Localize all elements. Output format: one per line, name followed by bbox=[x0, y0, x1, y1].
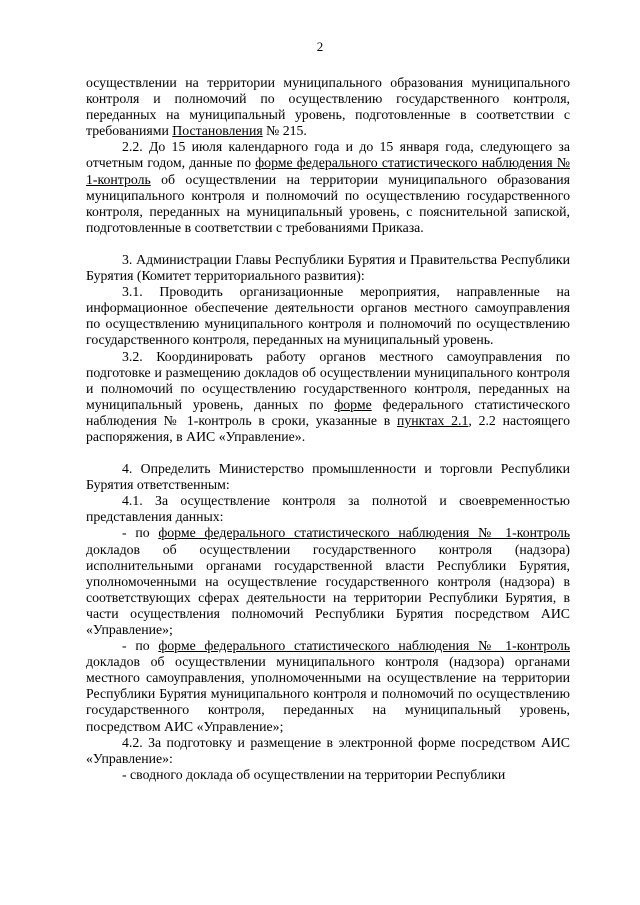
paragraph-4: 4. Определить Министерство промышленности и торговли Республики Бурятия ответственным: bbox=[86, 461, 570, 493]
text-run: докладов об осуществлении муниципального контроля (надзора) органами местного самоуправления, уполномоченными на осуществление на территории Республики Бурятия муниципального контроля и полномочий по осуществлению государственного контроля, переданных на муниципальный уровень, посредством АИС «Управление»; bbox=[86, 654, 570, 734]
text-run: 3.2. Координировать работу органов местного самоуправления по подготовке и размещению докладов об осуществлении муниципального контроля и полномочий по осуществлению государственного контроля, переданных на муниципальный уровень, данных по bbox=[86, 348, 570, 412]
paragraph-4-1: 4.1. За осуществление контроля за полнотой и своевременностью представления данных: bbox=[86, 493, 570, 525]
text-run: 2.2. До 15 июля календарного года и до 15 января года, следующего за отчетным годом, данные по bbox=[86, 139, 570, 171]
list-item-state-control bbox=[86, 525, 570, 638]
link-forme[interactable]: форме bbox=[334, 396, 372, 412]
text-run: федерального статистического наблюдения № 1-контроль в сроки, указанные в bbox=[86, 396, 571, 428]
text-run: осуществлении на территории муниципального образования муниципального контроля и полномочий по осуществлению государственного контроля, переданных на муниципальный уровень, подготовленные в соответствии с требованиями bbox=[86, 75, 570, 139]
paragraph-3-2 bbox=[86, 349, 570, 446]
paragraph-3-1: 3.1. Проводить организационные мероприятия, направленные на информационное обеспечение деятельности органов местного самоуправления по осуществлению муниципального контроля и полномочий по осуществлению государственного контроля, переданных на муниципальный уровень. bbox=[86, 284, 570, 348]
list-item-municipal-control bbox=[86, 638, 570, 735]
link-form-1-kontrol[interactable]: форме федерального статистического наблюдения № 1-контроль bbox=[158, 525, 570, 541]
text-run: № 215. bbox=[262, 123, 307, 139]
text-run: докладов об осуществлении государственного контроля (надзора) исполнительными органами государственной власти Республики Бурятия, уполномоченными на осуществление государственного контроля (надзора) в соответствующих сферах деятельности на территории Республики Бурятия, в части осуществления полномочий Республики Бурятия посредством АИС «Управление»; bbox=[86, 541, 570, 637]
paragraph-continuation bbox=[86, 75, 570, 139]
text-run: об осуществлении на территории муниципального образования муниципального контроля и полномочий по осуществлению государственного контроля, переданных на муниципальный уровень, с пояснительной запиской, подготовленные в соответствии с требованиями Приказа. bbox=[86, 171, 570, 235]
link-postanovleniya[interactable]: Постановления bbox=[172, 123, 263, 139]
link-form-1-kontrol[interactable]: форме федерального статистического наблюдения № 1-контроль bbox=[86, 155, 570, 187]
text-run: - по bbox=[122, 525, 159, 541]
link-punktah-2-1[interactable]: пунктах 2.1 bbox=[397, 412, 469, 428]
paragraph-4-2: 4.2. За подготовку и размещение в электронной форме посредством АИС «Управление»: bbox=[86, 734, 570, 766]
link-form-1-kontrol[interactable]: форме федерального статистического наблюдения № 1-контроль bbox=[158, 638, 570, 654]
list-item-summary-report: - сводного доклада об осуществлении на территории Республики bbox=[122, 766, 506, 782]
text-run: , 2.2 настоящего распоряжения, в АИС «Управление». bbox=[86, 412, 570, 444]
paragraph-3: 3. Администрации Главы Республики Бурятия и Правительства Республики Бурятия (Комитет территориального развития): bbox=[86, 251, 570, 284]
text-run: - по bbox=[122, 638, 159, 654]
document-body bbox=[86, 75, 570, 783]
page-number: 2 bbox=[316, 39, 324, 54]
paragraph-2-2 bbox=[86, 139, 570, 236]
